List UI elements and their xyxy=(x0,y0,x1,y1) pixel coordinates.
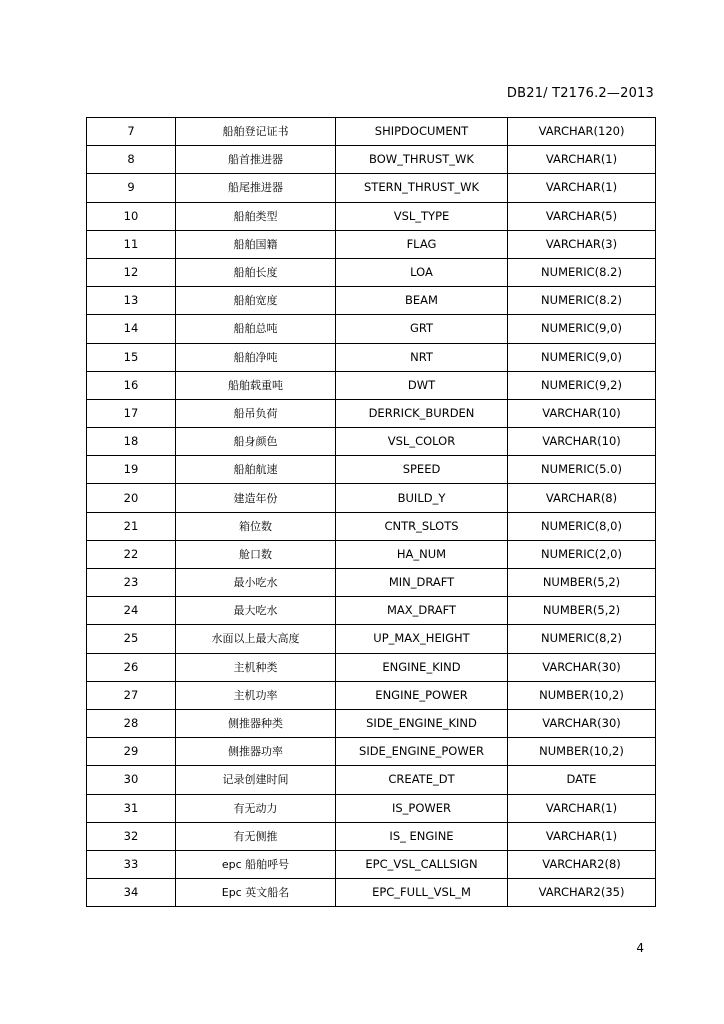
row-number-cell: 22 xyxy=(87,540,176,568)
field-code-cell: CREATE_DT xyxy=(336,766,508,794)
field-code-cell: IS_ ENGINE xyxy=(336,822,508,850)
row-number-cell: 16 xyxy=(87,371,176,399)
field-code-cell: SIDE_ENGINE_POWER xyxy=(336,738,508,766)
row-number-cell: 14 xyxy=(87,315,176,343)
field-code-cell: EPC_VSL_CALLSIGN xyxy=(336,850,508,878)
field-code-cell: LOA xyxy=(336,258,508,286)
field-name-cell: 舱口数 xyxy=(176,540,336,568)
field-code-cell: ENGINE_POWER xyxy=(336,681,508,709)
row-number-cell: 34 xyxy=(87,879,176,907)
row-number-cell: 25 xyxy=(87,625,176,653)
data-type-cell: VARCHAR(120) xyxy=(508,118,656,146)
table-row xyxy=(87,540,656,568)
field-name-cell: 主机种类 xyxy=(176,653,336,681)
field-code-cell: MIN_DRAFT xyxy=(336,569,508,597)
row-number-cell: 24 xyxy=(87,597,176,625)
row-number-cell: 17 xyxy=(87,399,176,427)
table-row xyxy=(87,174,656,202)
data-type-cell: VARCHAR(1) xyxy=(508,794,656,822)
data-type-cell: NUMERIC(9,0) xyxy=(508,343,656,371)
field-code-cell: NRT xyxy=(336,343,508,371)
row-number-cell: 7 xyxy=(87,118,176,146)
field-code-cell: SIDE_ENGINE_KIND xyxy=(336,709,508,737)
table-row xyxy=(87,766,656,794)
data-type-cell: VARCHAR(3) xyxy=(508,230,656,258)
table-row xyxy=(87,456,656,484)
data-type-cell: DATE xyxy=(508,766,656,794)
field-code-cell: UP_MAX_HEIGHT xyxy=(336,625,508,653)
table-row xyxy=(87,118,656,146)
row-number-cell: 13 xyxy=(87,287,176,315)
row-number-cell: 30 xyxy=(87,766,176,794)
field-code-cell: HA_NUM xyxy=(336,540,508,568)
page-number: 4 xyxy=(636,941,644,955)
data-type-cell: VARCHAR2(35) xyxy=(508,879,656,907)
data-type-cell: NUMERIC(8.2) xyxy=(508,258,656,286)
table-row xyxy=(87,146,656,174)
field-name-cell: 有无动力 xyxy=(176,794,336,822)
field-code-cell: BUILD_Y xyxy=(336,484,508,512)
field-code-cell: DWT xyxy=(336,371,508,399)
row-number-cell: 8 xyxy=(87,146,176,174)
row-number-cell: 31 xyxy=(87,794,176,822)
field-name-cell: 船首推进器 xyxy=(176,146,336,174)
table-row xyxy=(87,399,656,427)
data-type-cell: NUMBER(10,2) xyxy=(508,738,656,766)
data-type-cell: VARCHAR(1) xyxy=(508,822,656,850)
field-name-cell: 记录创建时间 xyxy=(176,766,336,794)
field-name-cell: 船身颜色 xyxy=(176,428,336,456)
field-name-cell: 船尾推进器 xyxy=(176,174,336,202)
data-type-cell: NUMERIC(8,0) xyxy=(508,512,656,540)
table-row xyxy=(87,822,656,850)
row-number-cell: 20 xyxy=(87,484,176,512)
table-row xyxy=(87,202,656,230)
field-name-cell: 船舶航速 xyxy=(176,456,336,484)
field-definition-table xyxy=(86,117,656,907)
data-type-cell: NUMERIC(2,0) xyxy=(508,540,656,568)
data-type-cell: VARCHAR(10) xyxy=(508,399,656,427)
field-code-cell: STERN_THRUST_WK xyxy=(336,174,508,202)
row-number-cell: 11 xyxy=(87,230,176,258)
field-name-cell: 有无侧推 xyxy=(176,822,336,850)
data-type-cell: NUMERIC(8,2) xyxy=(508,625,656,653)
table-row xyxy=(87,343,656,371)
field-code-cell: DERRICK_BURDEN xyxy=(336,399,508,427)
row-number-cell: 33 xyxy=(87,850,176,878)
field-name-cell: 主机功率 xyxy=(176,681,336,709)
table-row xyxy=(87,287,656,315)
field-name-cell: 船舶登记证书 xyxy=(176,118,336,146)
table-row xyxy=(87,794,656,822)
field-code-cell: ENGINE_KIND xyxy=(336,653,508,681)
field-name-cell: 侧推器种类 xyxy=(176,709,336,737)
field-code-cell: SHIPDOCUMENT xyxy=(336,118,508,146)
field-code-cell: BEAM xyxy=(336,287,508,315)
row-number-cell: 18 xyxy=(87,428,176,456)
table-row xyxy=(87,653,656,681)
field-name-cell: 船吊负荷 xyxy=(176,399,336,427)
table-row xyxy=(87,681,656,709)
row-number-cell: 32 xyxy=(87,822,176,850)
table-row xyxy=(87,258,656,286)
data-type-cell: NUMERIC(9,2) xyxy=(508,371,656,399)
field-name-cell: 水面以上最大高度 xyxy=(176,625,336,653)
field-code-cell: EPC_FULL_VSL_M xyxy=(336,879,508,907)
row-number-cell: 23 xyxy=(87,569,176,597)
row-number-cell: 9 xyxy=(87,174,176,202)
row-number-cell: 29 xyxy=(87,738,176,766)
table-row xyxy=(87,879,656,907)
document-code: DB21/ T2176.2—2013 xyxy=(506,86,654,101)
field-name-cell: epc 船舶呼号 xyxy=(176,850,336,878)
field-code-cell: SPEED xyxy=(336,456,508,484)
table-row xyxy=(87,371,656,399)
field-code-cell: CNTR_SLOTS xyxy=(336,512,508,540)
table-row xyxy=(87,850,656,878)
field-name-cell: 船舶总吨 xyxy=(176,315,336,343)
data-type-cell: VARCHAR(30) xyxy=(508,709,656,737)
field-code-cell: VSL_COLOR xyxy=(336,428,508,456)
data-type-cell: VARCHAR(8) xyxy=(508,484,656,512)
field-name-cell: 船舶类型 xyxy=(176,202,336,230)
data-type-cell: NUMBER(5,2) xyxy=(508,569,656,597)
data-type-cell: VARCHAR(30) xyxy=(508,653,656,681)
table-row xyxy=(87,625,656,653)
field-name-cell: 船舶载重吨 xyxy=(176,371,336,399)
table-row xyxy=(87,569,656,597)
data-type-cell: VARCHAR(1) xyxy=(508,174,656,202)
field-code-cell: VSL_TYPE xyxy=(336,202,508,230)
field-name-cell: Epc 英文船名 xyxy=(176,879,336,907)
data-type-cell: NUMERIC(9,0) xyxy=(508,315,656,343)
data-type-cell: NUMBER(5,2) xyxy=(508,597,656,625)
field-code-cell: FLAG xyxy=(336,230,508,258)
row-number-cell: 21 xyxy=(87,512,176,540)
table-row xyxy=(87,738,656,766)
table-row xyxy=(87,512,656,540)
row-number-cell: 27 xyxy=(87,681,176,709)
field-name-cell: 侧推器功率 xyxy=(176,738,336,766)
row-number-cell: 26 xyxy=(87,653,176,681)
data-type-cell: NUMERIC(8.2) xyxy=(508,287,656,315)
table-row xyxy=(87,230,656,258)
data-type-cell: NUMBER(10,2) xyxy=(508,681,656,709)
field-name-cell: 建造年份 xyxy=(176,484,336,512)
field-name-cell: 船舶净吨 xyxy=(176,343,336,371)
table-row xyxy=(87,484,656,512)
field-name-cell: 船舶国籍 xyxy=(176,230,336,258)
data-type-cell: VARCHAR(1) xyxy=(508,146,656,174)
row-number-cell: 28 xyxy=(87,709,176,737)
field-code-cell: GRT xyxy=(336,315,508,343)
table-row xyxy=(87,428,656,456)
field-name-cell: 箱位数 xyxy=(176,512,336,540)
field-code-cell: BOW_THRUST_WK xyxy=(336,146,508,174)
row-number-cell: 15 xyxy=(87,343,176,371)
field-code-cell: IS_POWER xyxy=(336,794,508,822)
data-type-cell: VARCHAR2(8) xyxy=(508,850,656,878)
table-body xyxy=(87,118,656,907)
table-row xyxy=(87,709,656,737)
table-row xyxy=(87,315,656,343)
data-type-cell: VARCHAR(5) xyxy=(508,202,656,230)
row-number-cell: 19 xyxy=(87,456,176,484)
data-type-cell: VARCHAR(10) xyxy=(508,428,656,456)
field-name-cell: 船舶宽度 xyxy=(176,287,336,315)
row-number-cell: 10 xyxy=(87,202,176,230)
data-type-cell: NUMERIC(5.0) xyxy=(508,456,656,484)
field-name-cell: 船舶长度 xyxy=(176,258,336,286)
table-row xyxy=(87,597,656,625)
field-name-cell: 最大吃水 xyxy=(176,597,336,625)
row-number-cell: 12 xyxy=(87,258,176,286)
field-name-cell: 最小吃水 xyxy=(176,569,336,597)
field-code-cell: MAX_DRAFT xyxy=(336,597,508,625)
